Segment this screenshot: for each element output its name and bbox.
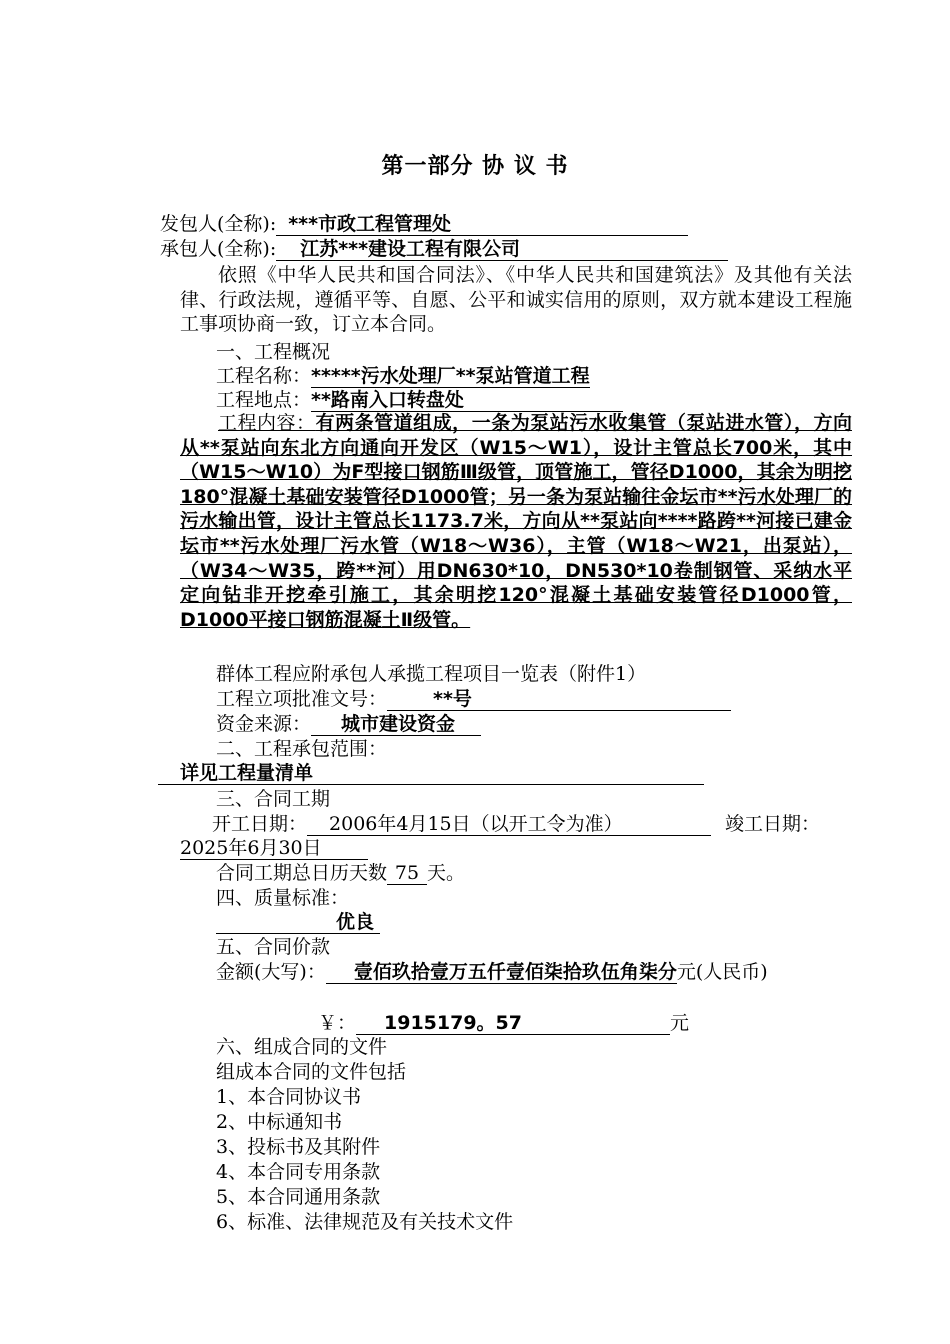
section4-heading: 四、质量标准： xyxy=(216,887,350,909)
document-item: 1、本合同协议书 xyxy=(216,1086,362,1108)
project-content-value: 有两条管道组成，一条为泵站污水收集管（泵站进水管），方向从**泵站向东北方向通向开发区（W15～W1），设计主管总长700米，其中（W15～W10）为F型接口钢筋Ⅲ级管，顶管施工，管径D1000，其余为明挖180°混凝土基础安装管径D1000管；另一条为泵站输往金坛市**污水处理厂的污水输出管，设计主管总长1173.7米，方向从**泵站向****路跨**河接已建金坛市**污水处理厂污水管（W18～W36），主管（W18～W21，出泵站），（W34～W35，跨**河）用DN630*10，DN530*10卷制钢管、采纳水平定向钻非开挖牵引施工，其余明挖120°混凝土基础安装管径D1000管，D1000平接口钢筋混凝土Ⅱ级管。 xyxy=(180,412,852,631)
project-name-label: 工程名称： xyxy=(216,365,312,387)
amount-number-value: 1915179。57 xyxy=(356,1012,670,1035)
project-name-value: *****污水处理厂**泵站管道工程 xyxy=(311,365,590,387)
page-title: 第一部分 协 议 书 xyxy=(381,154,569,179)
document-item: 6、标准、法律规范及有关技术文件 xyxy=(216,1211,514,1233)
amount-number-suffix: 元 xyxy=(670,1012,690,1034)
employer-value: ***市政工程管理处 xyxy=(276,213,688,236)
approval-value: **号 xyxy=(387,688,731,711)
approval-label: 工程立项批准文号： xyxy=(216,688,388,710)
appendix-note: 群体工程应附承包人承揽工程项目一览表（附件1） xyxy=(216,663,647,685)
document-item: 3、投标书及其附件 xyxy=(216,1136,381,1158)
duration-prefix: 合同工期总日历天数 xyxy=(216,862,388,884)
document-item: 4、本合同专用条款 xyxy=(216,1161,381,1183)
quality-value: 优良 xyxy=(216,911,380,934)
preamble xyxy=(180,263,852,337)
section5-heading: 五、合同价款 xyxy=(216,936,331,958)
amount-row xyxy=(180,960,852,985)
quality-row xyxy=(216,910,380,934)
fund-row xyxy=(216,712,481,736)
end-date-row xyxy=(180,836,368,860)
document-item: 5、本合同通用条款 xyxy=(216,1186,381,1208)
duration-suffix: 天。 xyxy=(427,862,466,884)
amount-number-label: ￥： xyxy=(318,1012,357,1034)
fund-label: 资金来源： xyxy=(216,713,312,735)
contractor-row xyxy=(160,237,728,261)
scope-row xyxy=(158,761,704,785)
section2-heading: 二、工程承包范围： xyxy=(216,738,388,760)
project-site-label: 工程地点： xyxy=(216,389,312,411)
section3-heading: 三、合同工期 xyxy=(216,788,331,810)
section6-heading: 六、组成合同的文件 xyxy=(216,1036,388,1058)
contractor-label: 承包人(全称): xyxy=(160,238,277,260)
start-date-value: 2006年4月15日（以开工令为准） xyxy=(307,813,711,836)
section1-heading: 一、工程概况 xyxy=(216,341,331,363)
project-name-row xyxy=(216,364,590,388)
approval-row xyxy=(216,687,731,711)
scope-value: 详见工程量清单 xyxy=(158,762,704,785)
contractor-value: 江苏***建设工程有限公司 xyxy=(276,238,728,261)
employer-row xyxy=(160,212,688,236)
amount-label: 金额(大写)： xyxy=(216,961,326,983)
fund-value: 城市建设资金 xyxy=(311,713,481,736)
project-site-row xyxy=(216,388,623,412)
start-date-label: 开工日期： xyxy=(212,813,308,835)
amount-value: 壹佰玖拾壹万五仟壹佰柒拾玖伍角柒分 xyxy=(326,961,677,984)
documents-intro: 组成本合同的文件包括 xyxy=(216,1061,407,1083)
amount-number-row xyxy=(318,1011,689,1035)
end-date-label: 竣工日期： xyxy=(725,813,821,835)
preamble-text: 依照《中华人民共和国合同法》、《中华人民共和国建筑法》及其他有关法律、行政法规，遵循平等、自愿、公平和诚实信用的原则，双方就本建设工程施工事项协商一致，订立本合同。 xyxy=(180,264,852,335)
start-date-row xyxy=(212,812,820,836)
project-content-label: 工程内容： xyxy=(218,412,316,434)
duration-row xyxy=(216,861,465,885)
project-site-value: **路南入口转盘处 xyxy=(311,389,623,412)
amount-suffix: 元(人民币) xyxy=(676,961,768,983)
end-date-value: 2025年6月30日 xyxy=(180,837,368,860)
project-content xyxy=(180,411,852,632)
document-item: 2、中标通知书 xyxy=(216,1111,343,1133)
employer-label: 发包人(全称): xyxy=(160,213,277,235)
duration-value: 75 xyxy=(387,862,427,885)
